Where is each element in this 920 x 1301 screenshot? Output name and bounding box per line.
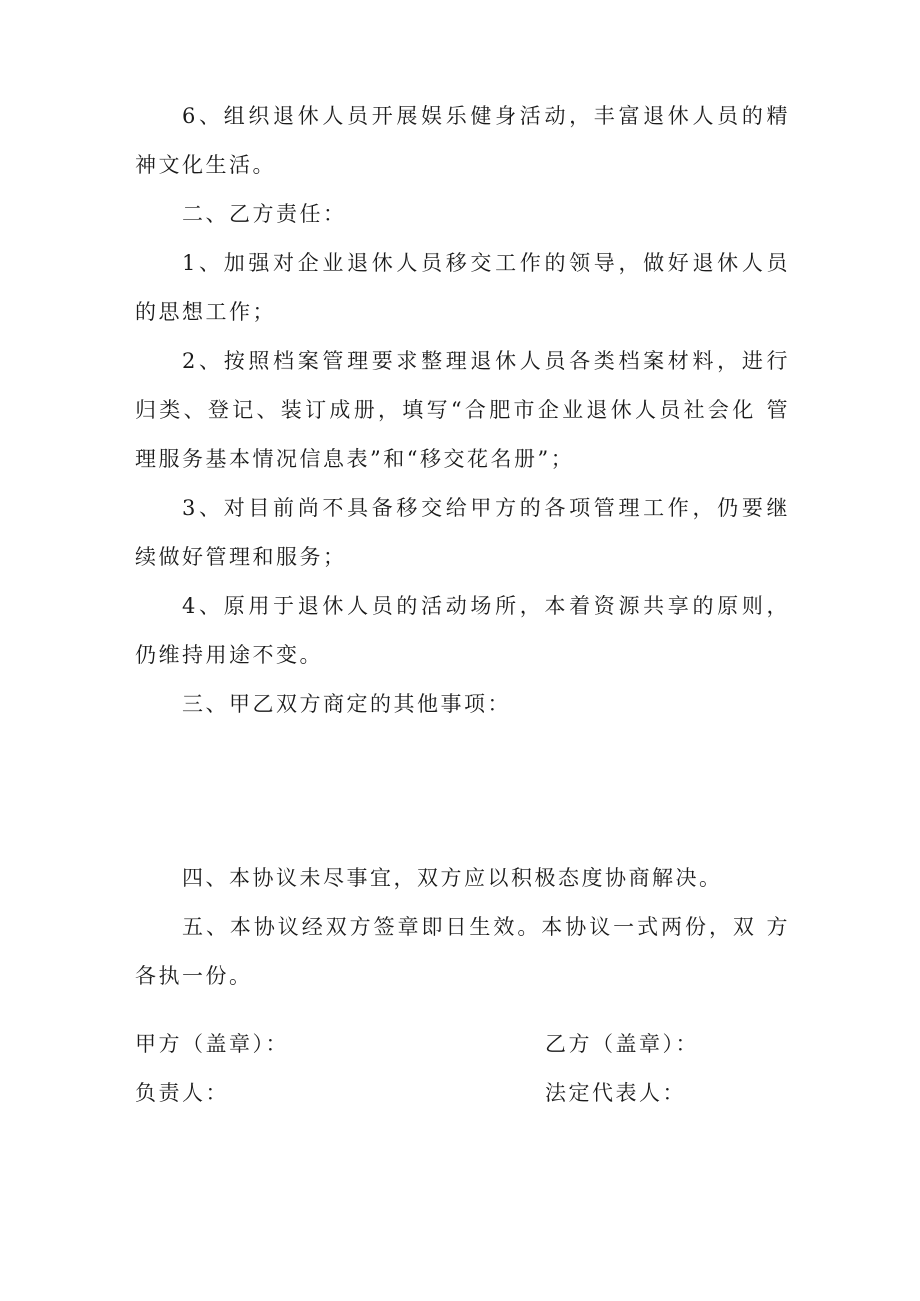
signature-row-seal: [135, 1018, 790, 1067]
signature-block: [135, 1018, 790, 1116]
section-heading-effective-date: 五、本协议经双方签章即日生效。本协议一式两份，双 方各执一份。: [135, 915, 790, 988]
section-heading-unresolved-matters: 四、本协议未尽事宜，双方应以积极态度协商解决。: [182, 866, 723, 890]
signature-row-person: [135, 1067, 790, 1116]
paragraph-item-6: 6、组织退休人员开展娱乐健身活动，丰富退休人员的精 神文化生活。: [135, 104, 790, 177]
blank-space: [135, 729, 790, 854]
section-heading-party-b-duties: 二、乙方责任：: [182, 202, 347, 226]
paragraph-item-b3: 3、对目前尚不具备移交给甲方的各项管理工作，仍要继 续做好管理和服务；: [135, 496, 790, 569]
paragraph-item-b4: 4、原用于退休人员的活动场所，本着资源共享的原则， 仍维持用途不变。: [135, 594, 790, 667]
paragraph-item-b1: 1、加强对企业退休人员移交工作的领导，做好退休人员 的思想工作；: [135, 251, 790, 324]
paragraph-item-b2: 2、按照档案管理要求整理退休人员各类档案材料，进行 归类、登记、装订成册，填写“合肥市企业退休人员社会化 管理服务基本情况信息表”和“移交花名册”；: [135, 349, 790, 471]
party-a-person-label: 负责人：: [135, 1080, 229, 1105]
document-body: [135, 92, 790, 1001]
party-b-seal-label: 乙方（盖章）：: [545, 1031, 699, 1056]
party-a-seal-label: 甲方（盖章）：: [135, 1031, 289, 1056]
party-b-person-label: 法定代表人：: [545, 1080, 686, 1105]
section-heading-other-matters: 三、甲乙双方商定的其他事项：: [182, 692, 511, 716]
